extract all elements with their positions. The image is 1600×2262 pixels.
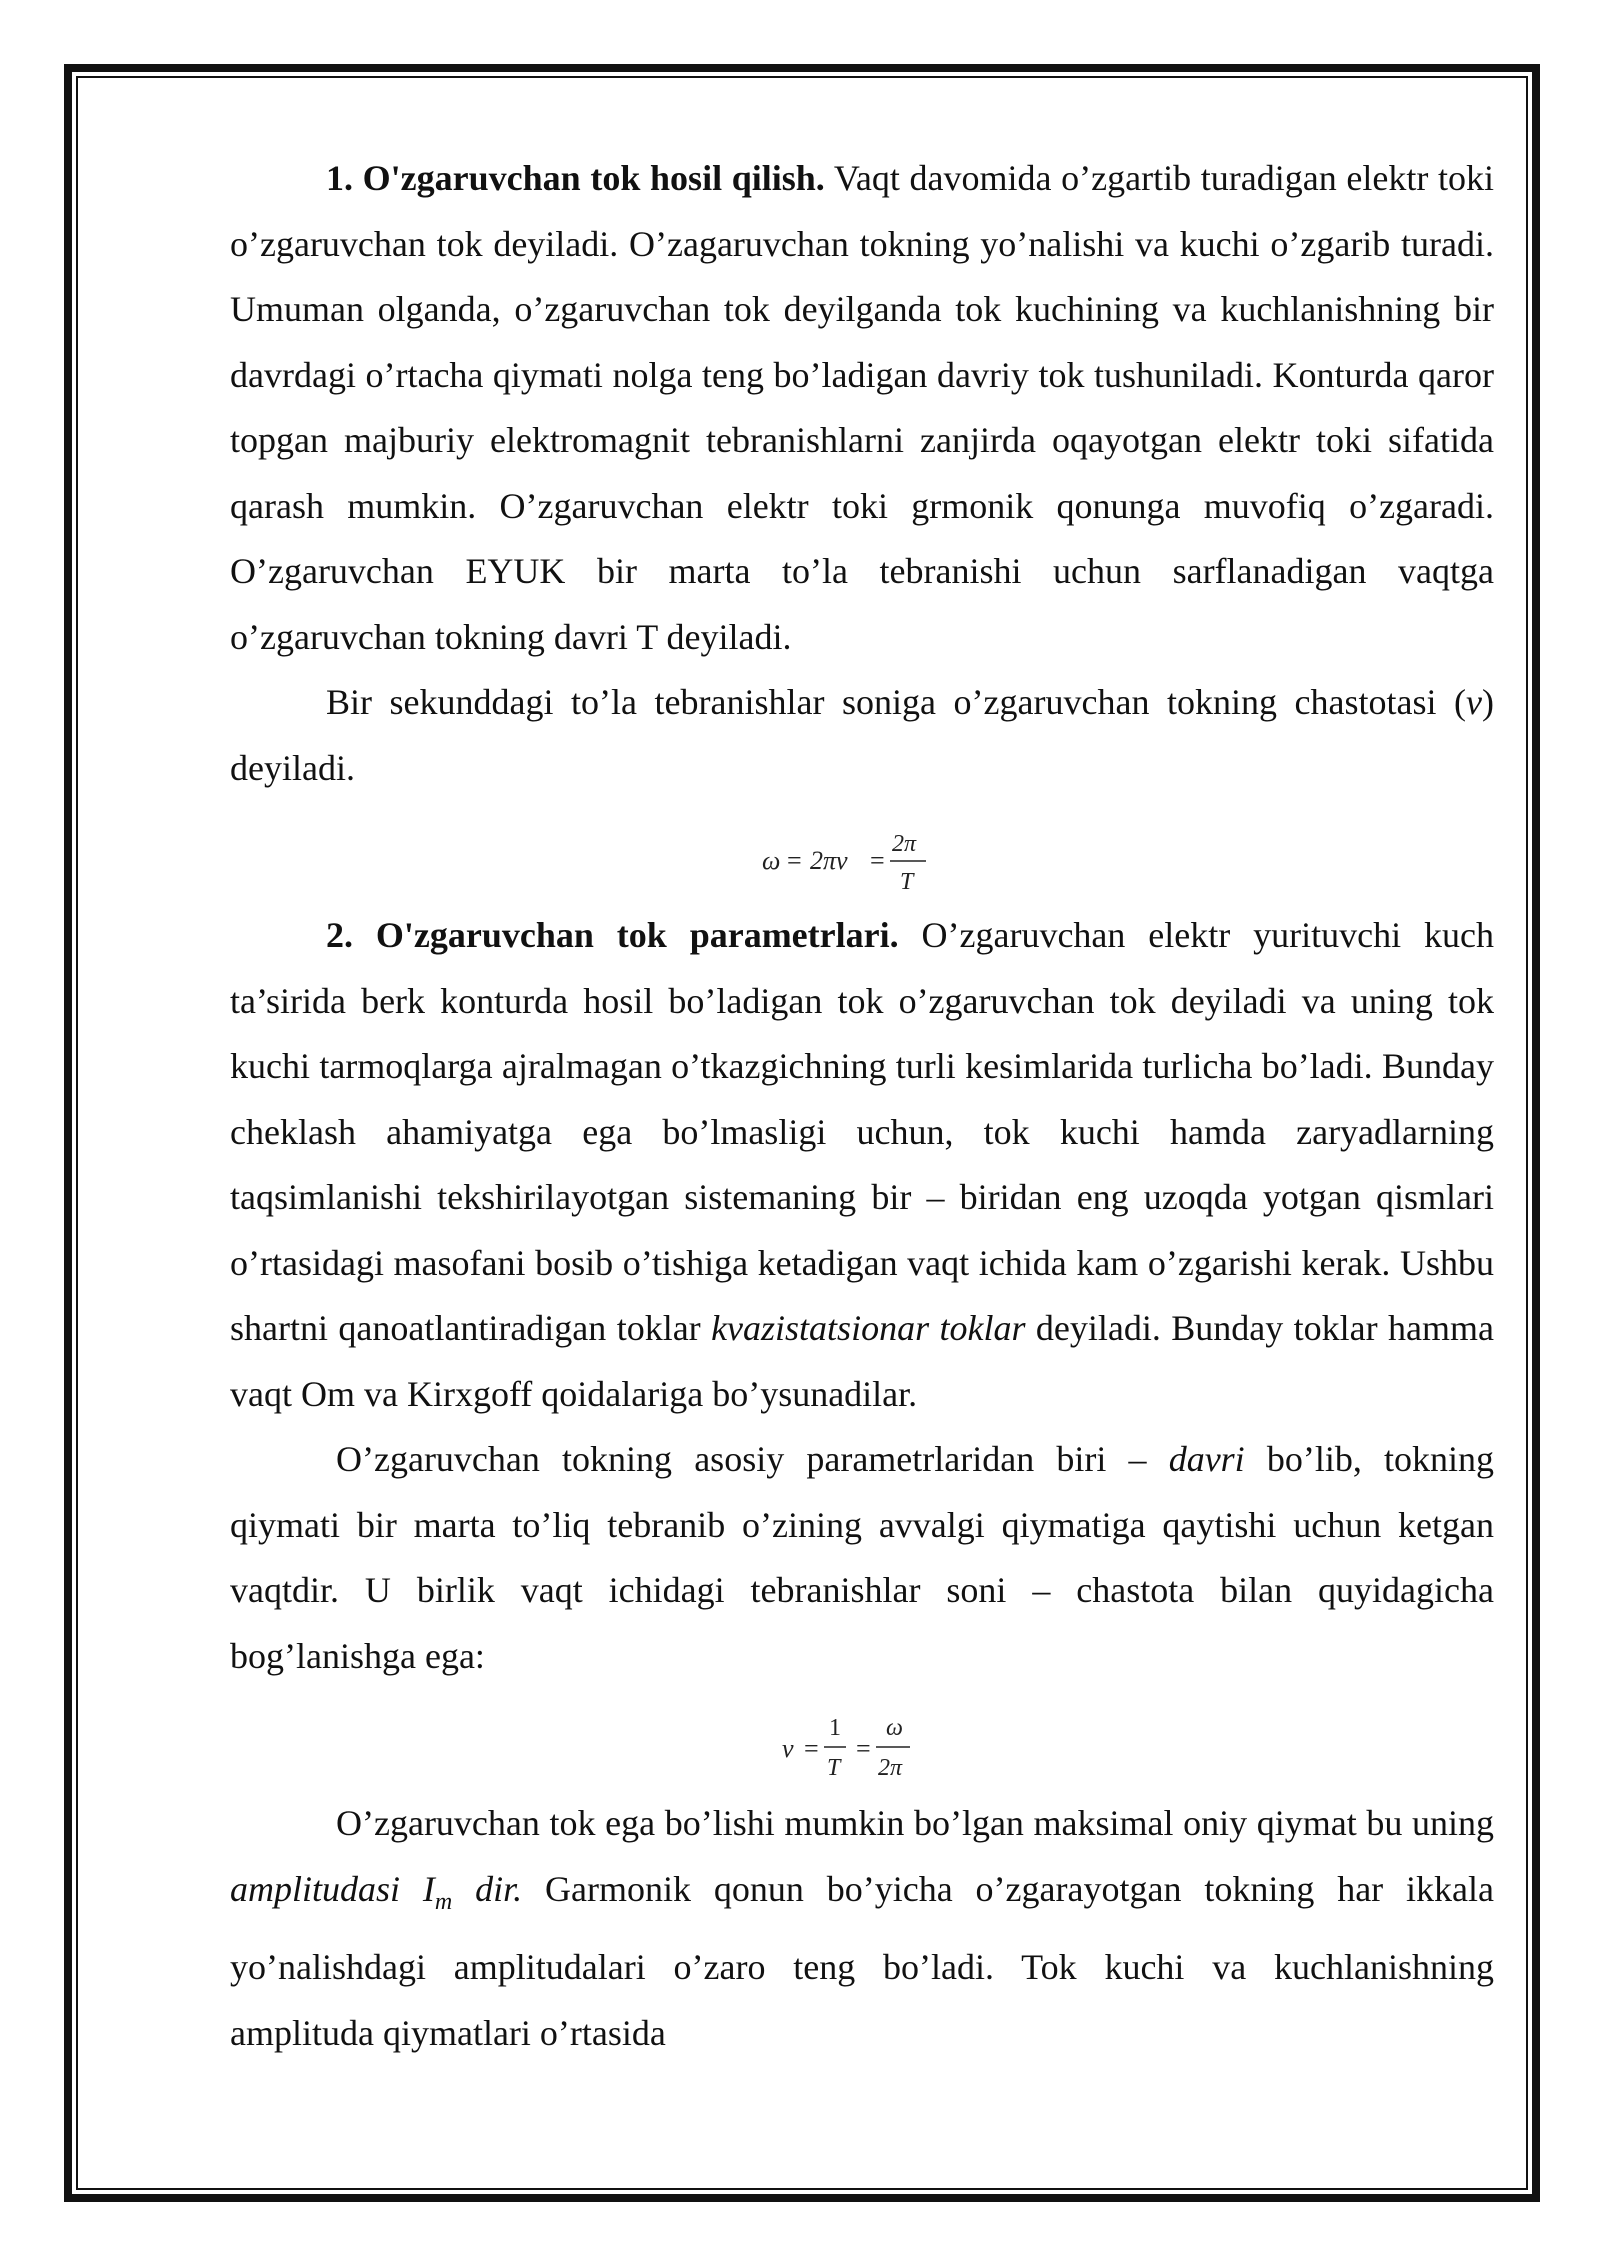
s2-period-text-a: O’zgaruvchan tokning asosiy parametrlaridan biri –	[336, 1439, 1169, 1479]
s3-subscript-m: m	[434, 1888, 453, 1915]
s3-italic-dir: dir.	[452, 1868, 523, 1909]
formula2-num2: ω	[886, 1715, 903, 1741]
formula2-den1: T	[827, 1755, 841, 1781]
formula2-eq2: =	[856, 1734, 871, 1763]
formula1-num: 2π	[892, 831, 917, 857]
formula2-lhs: ν	[782, 1734, 794, 1763]
s1-freq-var: v	[1466, 682, 1482, 722]
paragraph-s1-intro	[230, 146, 1494, 670]
s1-text: Vaqt davomida o’zgartib turadigan elektr toki o’zgaruvchan tok deyiladi. O’zagaruvchan tokning yo’nalishi va kuchi o’zgarib turadi. Umuman olganda, o’zgaruvchan tok deyilganda tok kuchining va kuchlanishning bir davrdagi o’rtacha qiymati nolga teng bo’ladigan davriy tok tushuniladi. Konturda qaror topgan majburiy elektromagnit tebranishlarni zanjirda oqayotgan elektr toki sifatida qarash mumkin. O’zgaruvchan elektr toki grmonik qonunga muvofiq o’zgaradi. O’zgaruvchan EYUK bir marta to’la tebranishi uchun sarflanadigan vaqtga o’zgaruvchan tokning davri T deyiladi.	[230, 158, 1495, 657]
s2-text-b: deyiladi. Bunday toklar hamma vaqt Om va Kirxgoff qoidalariga bo’ysunadilar.	[230, 1308, 1495, 1414]
formula1-den: T	[900, 869, 914, 895]
document-body	[230, 146, 1494, 2066]
formula1-lhs: ω	[762, 846, 781, 875]
s3-text-b: Garmonik qonun bo’yicha o’zgarayotgan tokning har ikkala yo’nalishdagi amplitudalari o’zaro teng bo’ladi. Tok kuchi va kuchlanishning amplituda qiymatlari o’rtasida	[230, 1868, 1494, 2053]
section-1-heading: 1. O'zgaruvchan tok hosil qilish.	[326, 158, 825, 198]
s2-period-italic: davri	[1168, 1439, 1245, 1479]
formula2-eq1: =	[804, 1734, 819, 1763]
s1-freq-text-a: Bir sekunddagi to’la tebranishlar soniga o’zgaruvchan tokning chastotasi (	[326, 682, 1467, 722]
s2-period-text-b: bo’lib, tokning qiymati bir marta to’liq tebranib o’zining avvalgi qiymatiga qaytishi uchun ketgan vaqtdir. U birlik vaqt ichidagi tebranishlar soni – chastota bilan quyidagicha bog’lanishga ega:	[230, 1439, 1494, 1676]
paragraph-s3-amplitude	[230, 1791, 1494, 2066]
s1-freq-text-b: ) deyiladi.	[230, 682, 1494, 788]
formula1-mid: 2πν	[810, 846, 848, 875]
section-2-heading: 2. O'zgaruvchan tok parametrlari.	[326, 915, 899, 955]
s2-text-a: O’zgaruvchan elektr yurituvchi kuch ta’sirida berk konturda hosil bo’ladigan tok o’zgaruvchan tok deyiladi va uning tok kuchi tarmoqlarga ajralmagan o’tkazgichning turli kesimlarida turlicha bo’ladi. Bunday cheklash ahamiyatga ega bo’lmasligi uchun, tok kuchi hamda zaryadlarning taqsimlanishi tekshirilayotgan sistemaning bir – biridan eng uzoqda yotgan qismlari o’rtasidagi masofani bosib o’tishiga ketadigan vaqt ichida kam o’zgarishi kerak. Ushbu shartni qanoatlantiradigan toklar	[230, 915, 1494, 1348]
s3-italic-amplitude: amplitudasi I	[230, 1868, 435, 1909]
formula-omega	[230, 807, 1494, 899]
s2-italic-term: kvazistatsionar toklar	[711, 1308, 1026, 1348]
paragraph-s2-intro	[230, 903, 1494, 1427]
s3-text-a: O’zgaruvchan tok ega bo’lishi mumkin bo’lgan maksimal oniy qiymat bu uning	[336, 1803, 1494, 1843]
formula2-den2: 2π	[878, 1755, 903, 1781]
formula1-eq2: =	[870, 846, 885, 875]
paragraph-s2-period	[230, 1427, 1494, 1689]
formula-nu	[230, 1695, 1494, 1787]
formula1-eq1: =	[787, 846, 802, 875]
formula2-num1: 1	[829, 1715, 841, 1741]
paragraph-s1-frequency	[230, 670, 1494, 801]
